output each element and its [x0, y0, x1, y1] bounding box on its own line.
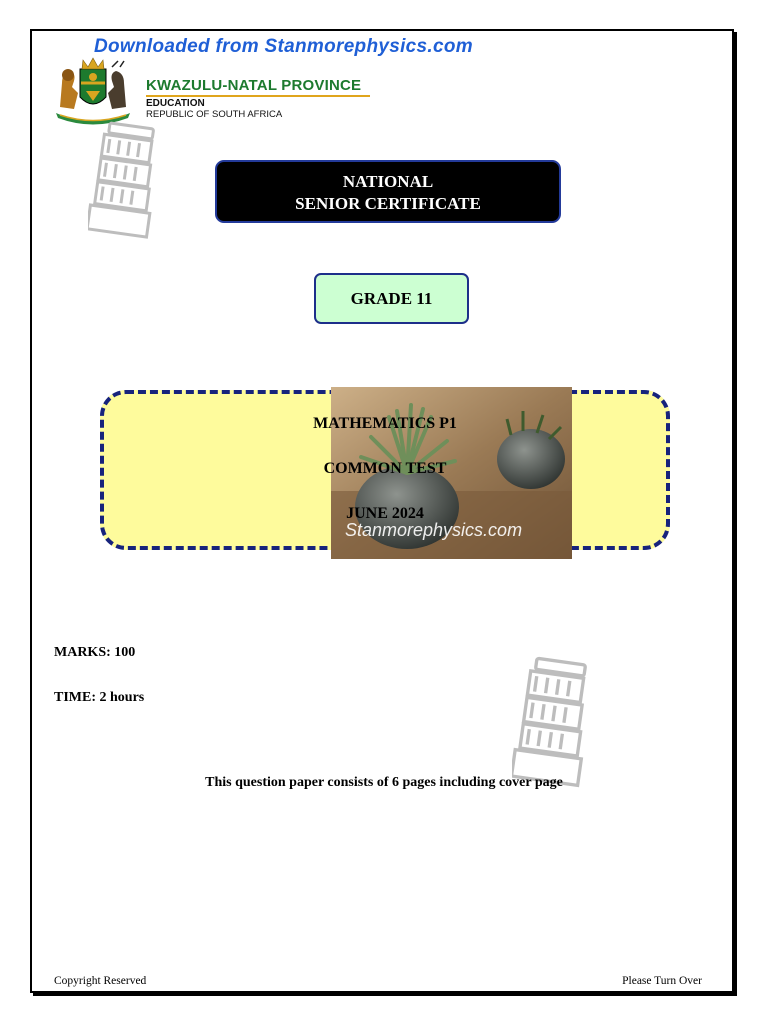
province-underline — [146, 95, 370, 97]
marks-label: MARKS: 100 — [54, 645, 136, 660]
coat-of-arms-icon — [52, 55, 134, 125]
grade-box: GRADE 11 — [314, 273, 469, 324]
test-date: JUNE 2024 — [346, 505, 424, 522]
footer-copyright: Copyright Reserved — [54, 975, 147, 987]
province-name: KWAZULU-NATAL PROVINCE — [146, 77, 362, 94]
certificate-line-2: SENIOR CERTIFICATE — [295, 194, 481, 213]
country-name: REPUBLIC OF SOUTH AFRICA — [146, 109, 283, 120]
test-name: COMMON TEST — [323, 460, 447, 477]
department-name: EDUCATION — [146, 98, 205, 109]
leaning-tower-icon — [512, 655, 602, 793]
watermark-text: Stanmorephysics.com — [345, 520, 523, 540]
download-banner[interactable]: Downloaded from Stanmorephysics.com — [94, 36, 473, 57]
certificate-title-box — [215, 160, 561, 223]
certificate-line-1: NATIONAL — [342, 172, 434, 191]
footer-turn-over: Please Turn Over — [622, 975, 702, 987]
time-label: TIME: 2 hours — [54, 690, 145, 705]
leaning-tower-icon — [88, 120, 168, 244]
subject-title: MATHEMATICS P1 — [313, 415, 457, 432]
pages-note: This question paper consists of 6 pages including cover page — [205, 775, 563, 790]
